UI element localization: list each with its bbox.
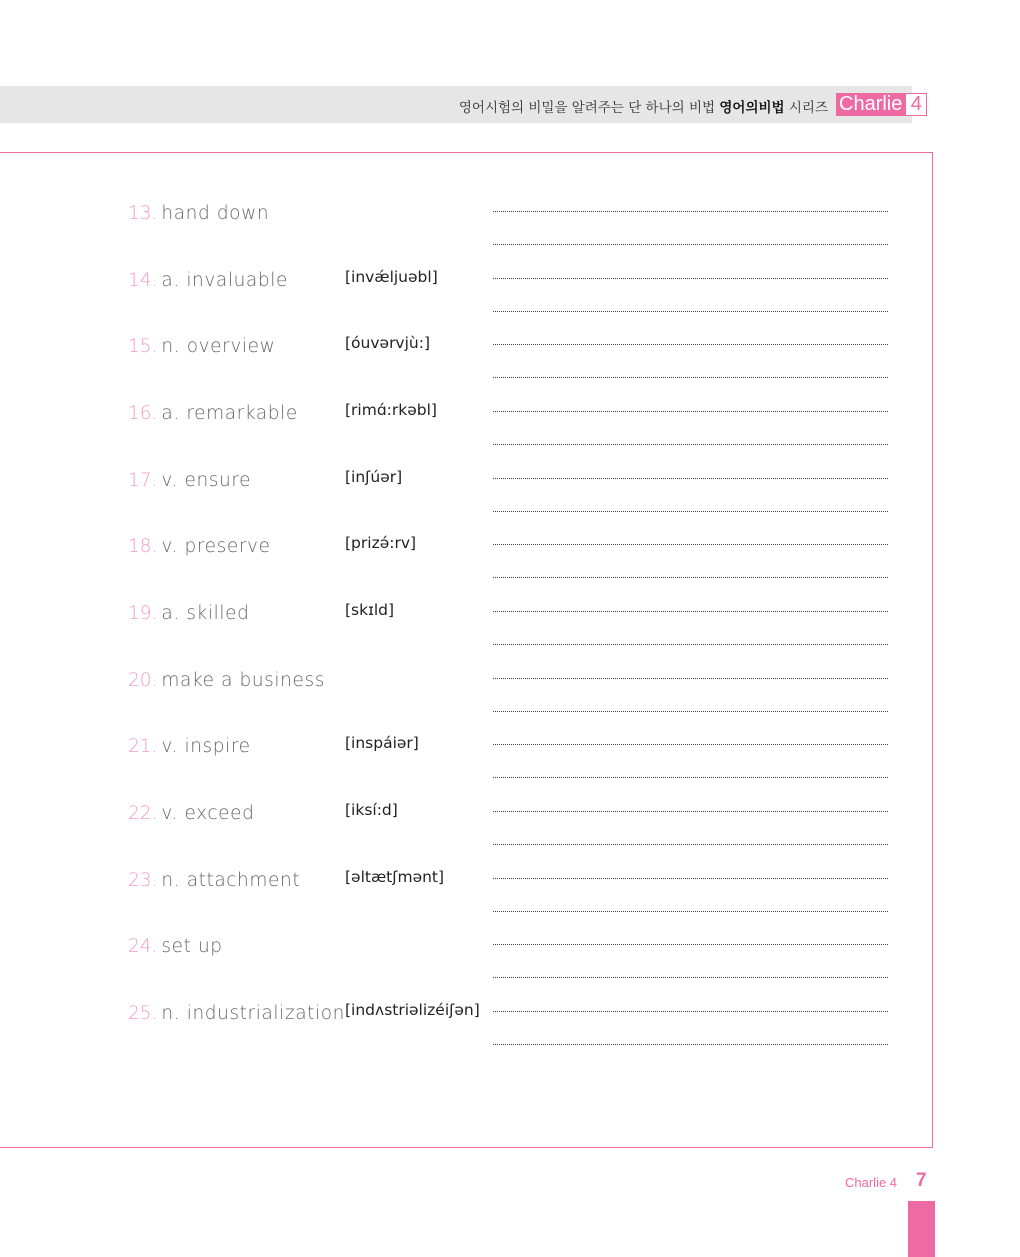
item-term: a. invaluable	[161, 270, 288, 291]
answer-line[interactable]	[493, 1044, 888, 1045]
item-phonetic: [skɪld]	[345, 601, 395, 619]
item-term: v. exceed	[161, 803, 255, 824]
item-term: a. skilled	[161, 603, 250, 624]
item-number: 15. n. overview	[128, 336, 276, 357]
vocab-row	[0, 736, 1020, 803]
item-phonetic: [rimɑ́:rkəbl]	[345, 401, 437, 419]
footer-book-title: Charlie 4	[845, 1175, 898, 1190]
answer-line[interactable]	[493, 811, 888, 812]
answer-line[interactable]	[493, 511, 888, 512]
answer-line[interactable]	[493, 744, 888, 745]
series-tagline	[459, 96, 828, 116]
item-phonetic: [iksí:d]	[345, 801, 398, 819]
answer-line[interactable]	[493, 577, 888, 578]
page-number: 7	[916, 1170, 927, 1191]
item-number: 17. v. ensure	[128, 470, 252, 491]
answer-line[interactable]	[493, 777, 888, 778]
item-number: 18. v. preserve	[128, 536, 271, 557]
vocab-row	[0, 403, 1020, 470]
vocab-row	[0, 870, 1020, 937]
item-number: 21. v. inspire	[128, 736, 251, 757]
answer-line[interactable]	[493, 344, 888, 345]
series-text: 영어시험의 비밀을 알려주는 단 하나의 비법	[458, 100, 716, 116]
answer-line[interactable]	[493, 544, 888, 545]
vocab-row	[0, 603, 1020, 670]
item-number: 14. a. invaluable	[128, 270, 288, 291]
answer-line[interactable]	[493, 644, 888, 645]
item-term: hand down	[161, 203, 270, 224]
item-phonetic: [əltætʃmənt]	[345, 868, 445, 886]
answer-line[interactable]	[493, 611, 888, 612]
item-number: 25. n. industrialization	[128, 1003, 345, 1024]
answer-line[interactable]	[493, 211, 888, 212]
series-bold: 영어의비법	[719, 100, 785, 116]
answer-line[interactable]	[493, 977, 888, 978]
item-term: v. preserve	[161, 536, 271, 557]
answer-line[interactable]	[493, 711, 888, 712]
item-phonetic: [invǽljuəbl]	[345, 268, 438, 286]
vocab-row	[0, 336, 1020, 403]
page-tab	[908, 1201, 935, 1257]
answer-line[interactable]	[493, 377, 888, 378]
item-phonetic: [indʌstriəlizéiʃən]	[345, 1001, 480, 1019]
brand-name: Charlie	[836, 93, 905, 116]
vocab-row	[0, 270, 1020, 337]
answer-line[interactable]	[493, 944, 888, 945]
vocab-row	[0, 203, 1020, 270]
item-term: a. remarkable	[161, 403, 298, 424]
answer-line[interactable]	[493, 311, 888, 312]
answer-line[interactable]	[493, 278, 888, 279]
answer-line[interactable]	[493, 911, 888, 912]
item-term: v. ensure	[161, 470, 252, 491]
vocab-row	[0, 670, 1020, 737]
vocab-row	[0, 470, 1020, 537]
item-phonetic: [inspáiər]	[345, 734, 419, 752]
vocab-row	[0, 536, 1020, 603]
item-number: 24. set up	[128, 936, 223, 957]
answer-line[interactable]	[493, 244, 888, 245]
answer-line[interactable]	[493, 678, 888, 679]
item-phonetic: [óuvərvjù:]	[345, 334, 431, 352]
answer-line[interactable]	[493, 444, 888, 445]
answer-line[interactable]	[493, 411, 888, 412]
answer-line[interactable]	[493, 1011, 888, 1012]
item-term: v. inspire	[161, 736, 251, 757]
item-number: 22. v. exceed	[128, 803, 255, 824]
item-number: 19. a. skilled	[128, 603, 250, 624]
brand-badge	[836, 93, 927, 116]
vocab-row	[0, 1003, 1020, 1070]
brand-number: 4	[905, 93, 927, 116]
answer-line[interactable]	[493, 478, 888, 479]
item-term: n. industrialization	[161, 1003, 345, 1024]
item-phonetic: [inʃúər]	[345, 468, 403, 486]
series-suffix: 시리즈	[788, 100, 828, 116]
item-number: 23. n. attachment	[128, 870, 301, 891]
item-number: 13. hand down	[128, 203, 270, 224]
answer-line[interactable]	[493, 878, 888, 879]
vocab-row	[0, 803, 1020, 870]
item-term: n. overview	[161, 336, 276, 357]
item-phonetic: [prizə́:rv]	[345, 534, 417, 552]
vocab-row	[0, 936, 1020, 1003]
item-term: n. attachment	[161, 870, 301, 891]
item-term: make a business	[161, 670, 325, 691]
item-term: set up	[161, 936, 223, 957]
item-number: 20. make a business	[128, 670, 325, 691]
item-number: 16. a. remarkable	[128, 403, 298, 424]
answer-line[interactable]	[493, 844, 888, 845]
